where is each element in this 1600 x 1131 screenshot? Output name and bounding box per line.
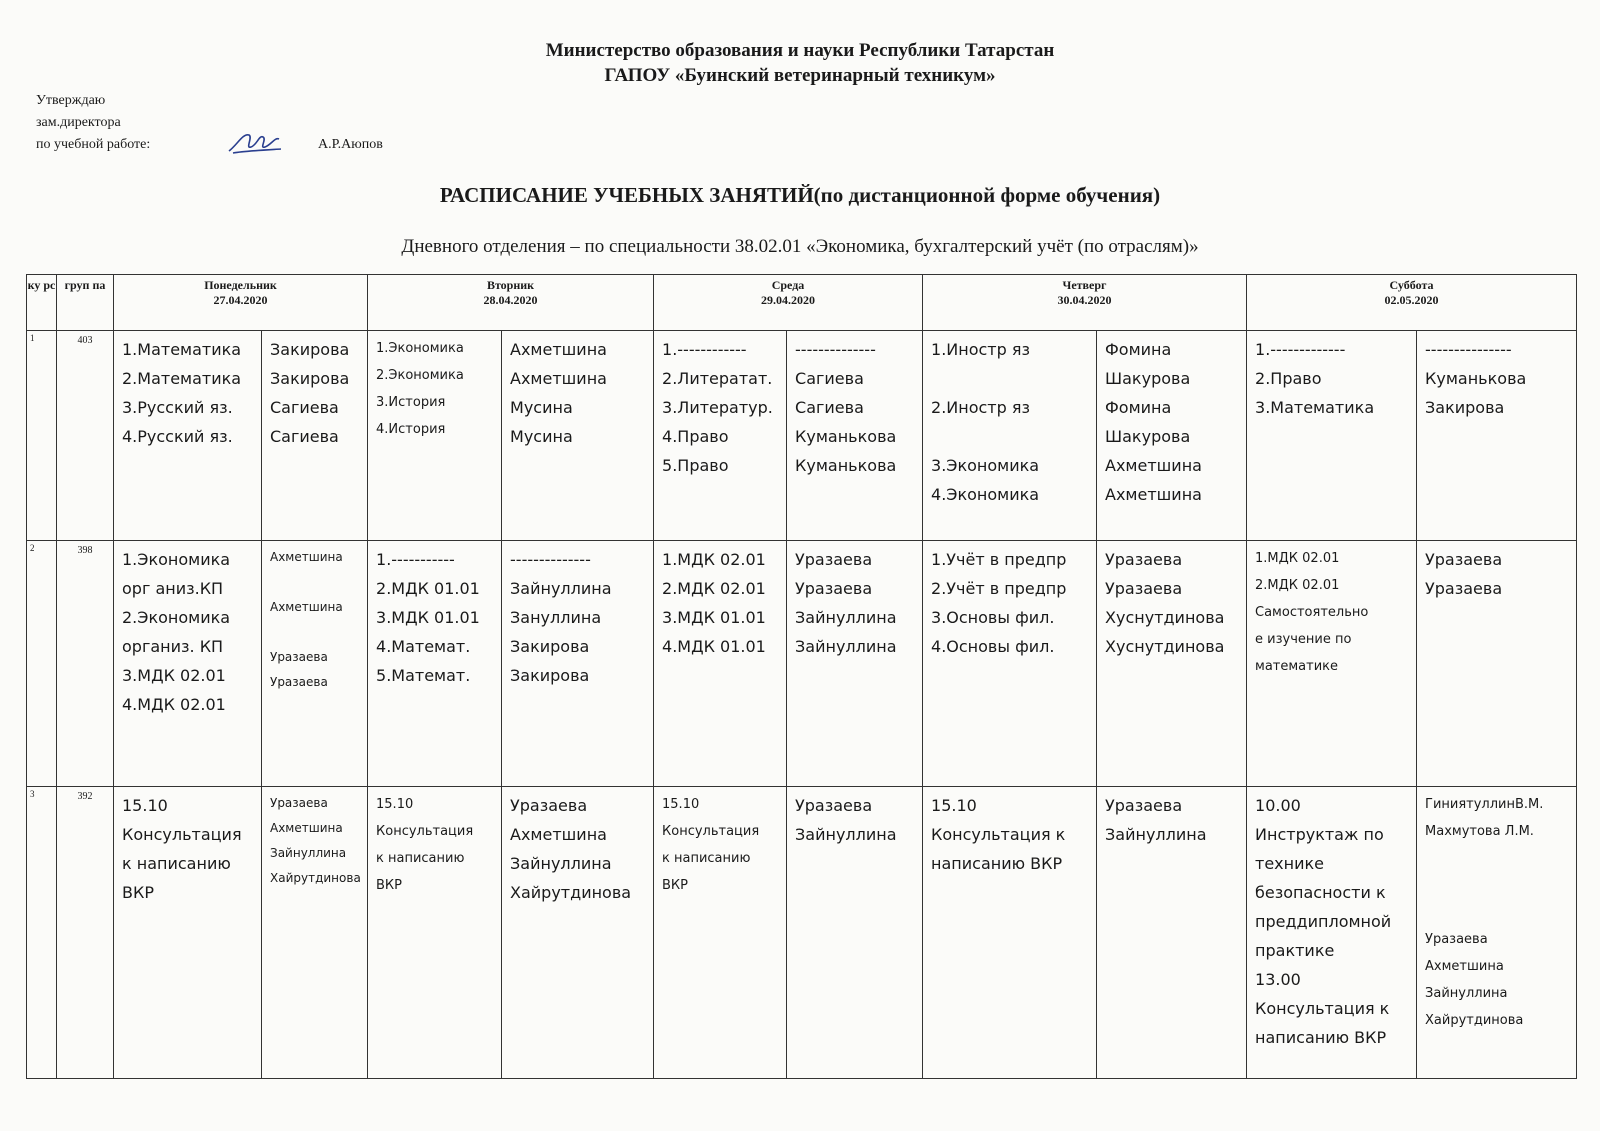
- teacher-line: [1425, 845, 1572, 872]
- teacher-line: Уразаева: [270, 650, 328, 664]
- subject-cell: [654, 541, 787, 787]
- subject-line: [931, 364, 1092, 393]
- approval-line-1: Утверждаю: [36, 93, 106, 108]
- teacher-line: [1425, 872, 1572, 899]
- subject-line: 5.Право: [662, 456, 729, 475]
- subject-cell: [1247, 541, 1417, 787]
- subject-cell: [114, 541, 262, 787]
- subject-line: 1.-------------: [1255, 340, 1346, 359]
- subject-line: ВКР: [122, 883, 154, 902]
- subject-cell: [654, 787, 787, 1079]
- subject-line: 2.МДК 01.01: [376, 579, 480, 598]
- teacher-line: Ахметшина: [270, 550, 343, 564]
- day-name: Четверг: [1062, 278, 1107, 292]
- subject-cell: [1247, 331, 1417, 541]
- day-date: 27.04.2020: [213, 293, 268, 307]
- day-name: Среда: [771, 278, 805, 292]
- subject-line: к написанию: [662, 851, 751, 866]
- teacher-line: Фомина: [1105, 340, 1172, 359]
- subject-line: 2.Литератат.: [662, 369, 773, 388]
- teacher-line: Закирова: [270, 340, 350, 359]
- kurs-header: ку рс: [27, 275, 57, 331]
- subject-line: 15.10: [931, 796, 977, 815]
- subject-line: 2.Математика: [122, 369, 242, 388]
- teacher-line: Куманькова: [795, 456, 897, 475]
- signature-image: [225, 127, 285, 159]
- subject-line: 3.Экономика: [931, 456, 1040, 475]
- teacher-cell: [1097, 787, 1247, 1079]
- teacher-line: Ахметшина: [270, 600, 343, 614]
- teacher-line: Хуснутдинова: [1105, 637, 1225, 656]
- subject-line: 2.МДК 02.01: [1255, 578, 1340, 593]
- teacher-line: Сагиева: [270, 427, 339, 446]
- day-header: [114, 275, 368, 331]
- subject-line: 4.Русский яз.: [122, 427, 233, 446]
- subject-line: 1.-----------: [376, 550, 455, 569]
- teacher-line: Закирова: [510, 637, 590, 656]
- institution-heading: ГАПОУ «Буинский ветеринарный техникум»: [604, 65, 996, 86]
- document-title: РАСПИСАНИЕ УЧЕБНЫХ ЗАНЯТИЙ(по дистанционной форме обучения): [439, 183, 1161, 207]
- subject-line: 15.10: [662, 797, 700, 812]
- subject-line: 1.Математика: [122, 340, 242, 359]
- subject-line: е изучение по: [1255, 632, 1352, 647]
- document-subtitle: Дневного отделения – по специальности 38.02.01 «Экономика, бухгалтерский учёт (по отраслям)»: [401, 236, 1199, 257]
- teacher-line: ---------------: [1425, 340, 1512, 359]
- day-date: 30.04.2020: [1057, 293, 1112, 307]
- subject-line: написанию ВКР: [931, 854, 1063, 873]
- subject-line: к написанию: [122, 854, 231, 873]
- header-row: [27, 275, 1577, 331]
- subject-line: 5.Математ.: [376, 666, 471, 685]
- day-name: Понедельник: [204, 278, 277, 292]
- ministry-heading: Министерство образования и науки Республики Татарстан: [545, 40, 1055, 61]
- subject-line: 1.МДК 02.01: [662, 550, 766, 569]
- subject-cell: [1247, 787, 1417, 1079]
- teacher-line: ГиниятуллинВ.М.: [1425, 797, 1544, 812]
- teacher-line: [270, 620, 363, 645]
- subject-line: 3.Математика: [1255, 398, 1375, 417]
- teacher-line: Ахметшина: [1105, 456, 1202, 475]
- teacher-line: Зайнуллина: [795, 637, 897, 656]
- subject-line: написанию ВКР: [1255, 1028, 1387, 1047]
- teacher-line: Зайнуллина: [795, 608, 897, 627]
- teacher-line: Ахметшина: [510, 340, 607, 359]
- table-row: [27, 541, 1577, 787]
- teacher-line: Зайнуллина: [510, 854, 612, 873]
- teacher-cell: [787, 331, 923, 541]
- teacher-line: Зайнуллина: [1105, 825, 1207, 844]
- subject-line: 15.10: [122, 796, 168, 815]
- teacher-line: [270, 570, 363, 595]
- teacher-line: Сагиева: [795, 398, 864, 417]
- subject-line: 3.МДК 02.01: [122, 666, 226, 685]
- teacher-line: Зайнуллина: [795, 825, 897, 844]
- subject-line: безопасности к: [1255, 883, 1386, 902]
- teacher-cell: [1417, 331, 1577, 541]
- teacher-line: Хуснутдинова: [1105, 608, 1225, 627]
- subject-line: к написанию: [376, 851, 465, 866]
- teacher-line: Ахметшина: [510, 825, 607, 844]
- subject-line: 1.МДК 02.01: [1255, 551, 1340, 566]
- teacher-cell: [502, 787, 654, 1079]
- subject-line: 3.МДК 01.01: [376, 608, 480, 627]
- subject-line: Инструктаж по: [1255, 825, 1384, 844]
- subject-line: Самостоятельно: [1255, 605, 1369, 620]
- subject-line: 2.Право: [1255, 369, 1322, 388]
- schedule-table: [26, 274, 1577, 1079]
- subject-line: технике: [1255, 854, 1325, 873]
- subject-line: Консультация к: [931, 825, 1066, 844]
- subject-line: Консультация к: [1255, 999, 1390, 1018]
- teacher-cell: [787, 541, 923, 787]
- teacher-line: Зануллина: [510, 608, 602, 627]
- teacher-line: Уразаева: [270, 675, 328, 689]
- approver-name: А.Р.Аюпов: [318, 137, 383, 152]
- subject-line: 2.Иностр яз: [931, 398, 1030, 417]
- teacher-cell: [262, 541, 368, 787]
- subject-line: Консультация: [662, 824, 760, 839]
- subject-line: 3.МДК 01.01: [662, 608, 766, 627]
- subject-line: 2.Экономика: [376, 368, 464, 383]
- teacher-line: Зайнуллина: [510, 579, 612, 598]
- teacher-cell: [262, 331, 368, 541]
- teacher-line: Хайрутдинова: [270, 871, 361, 885]
- teacher-line: Закирова: [510, 666, 590, 685]
- subject-line: 13.00: [1255, 970, 1301, 989]
- day-name: Вторник: [486, 278, 535, 292]
- kurs-cell: 3: [27, 787, 57, 1079]
- subject-line: 4.Основы фил.: [931, 637, 1055, 656]
- day-header: [1247, 275, 1577, 331]
- teacher-line: --------------: [510, 550, 591, 569]
- subject-line: 4.Экономика: [931, 485, 1040, 504]
- subject-line: организ. КП: [122, 637, 224, 656]
- subject-cell: [923, 787, 1097, 1079]
- teacher-line: Уразаева: [510, 796, 588, 815]
- teacher-cell: [1417, 787, 1577, 1079]
- subject-line: 1.------------: [662, 340, 747, 359]
- subject-line: математике: [1255, 659, 1339, 674]
- teacher-line: Уразаева: [270, 796, 328, 810]
- subject-line: 1.Иностр яз: [931, 340, 1030, 359]
- teacher-line: Шакурова: [1105, 427, 1191, 446]
- subject-line: 2.Учёт в предпр: [931, 579, 1067, 598]
- teacher-line: Мусина: [510, 398, 573, 417]
- teacher-line: Уразаева: [1105, 796, 1183, 815]
- subject-line: 10.00: [1255, 796, 1301, 815]
- teacher-line: Куманькова: [795, 427, 897, 446]
- day-header: [368, 275, 654, 331]
- subject-line: 3.История: [376, 395, 446, 410]
- subject-cell: [114, 331, 262, 541]
- subject-line: 15.10: [376, 797, 414, 812]
- teacher-line: --------------: [795, 340, 876, 359]
- subject-line: 1.Учёт в предпр: [931, 550, 1067, 569]
- subject-cell: [923, 541, 1097, 787]
- subject-line: 4.МДК 02.01: [122, 695, 226, 714]
- group-header: груп па: [57, 275, 114, 331]
- teacher-line: Сагиева: [795, 369, 864, 388]
- teacher-cell: [262, 787, 368, 1079]
- subject-cell: [368, 331, 502, 541]
- subject-line: 4.Математ.: [376, 637, 471, 656]
- teacher-cell: [502, 541, 654, 787]
- subject-line: ВКР: [662, 878, 689, 893]
- teacher-line: Шакурова: [1105, 369, 1191, 388]
- teacher-line: Хайрутдинова: [1425, 1013, 1524, 1028]
- day-name: Суббота: [1389, 278, 1434, 292]
- teacher-line: Уразаева: [1105, 579, 1183, 598]
- teacher-line: Мусина: [510, 427, 573, 446]
- table-row: [27, 787, 1577, 1079]
- teacher-line: Ахметшина: [1425, 959, 1504, 974]
- teacher-line: Махмутова Л.М.: [1425, 824, 1534, 839]
- subject-line: 4.История: [376, 422, 446, 437]
- subject-cell: [654, 331, 787, 541]
- day-date: 02.05.2020: [1384, 293, 1439, 307]
- subject-line: Консультация: [376, 824, 474, 839]
- subject-line: орг аниз.КП: [122, 579, 224, 598]
- teacher-cell: [1097, 541, 1247, 787]
- teacher-cell: [502, 331, 654, 541]
- teacher-line: Уразаева: [795, 796, 873, 815]
- group-cell: 392: [57, 787, 114, 1079]
- subject-line: 4.МДК 01.01: [662, 637, 766, 656]
- subject-line: 2.Экономика: [122, 608, 231, 627]
- teacher-line: Закирова: [1425, 398, 1505, 417]
- teacher-line: Уразаева: [795, 579, 873, 598]
- teacher-cell: [1097, 331, 1247, 541]
- teacher-line: Ахметшина: [1105, 485, 1202, 504]
- teacher-line: Куманькова: [1425, 369, 1527, 388]
- teacher-line: Хайрутдинова: [510, 883, 632, 902]
- teacher-line: Зайнуллина: [1425, 986, 1508, 1001]
- day-header: [923, 275, 1247, 331]
- teacher-line: Зайнуллина: [270, 846, 347, 860]
- teacher-line: Уразаева: [1425, 579, 1503, 598]
- day-date: 28.04.2020: [483, 293, 538, 307]
- subject-line: [931, 422, 1092, 451]
- teacher-line: Сагиева: [270, 398, 339, 417]
- group-cell: 398: [57, 541, 114, 787]
- teacher-cell: [787, 787, 923, 1079]
- approval-line-2: зам.директора: [36, 115, 121, 130]
- teacher-line: Закирова: [270, 369, 350, 388]
- teacher-line: Уразаева: [1425, 550, 1503, 569]
- subject-line: практике: [1255, 941, 1335, 960]
- subject-cell: [923, 331, 1097, 541]
- approval-line-3: по учебной работе:: [36, 137, 151, 152]
- subject-cell: [368, 541, 502, 787]
- subject-line: 3.Основы фил.: [931, 608, 1055, 627]
- teacher-line: Ахметшина: [510, 369, 607, 388]
- teacher-line: Уразаева: [1425, 932, 1488, 947]
- subject-line: 4.Право: [662, 427, 729, 446]
- day-header: [654, 275, 923, 331]
- subject-line: ВКР: [376, 878, 403, 893]
- subject-line: 1.Экономика: [376, 341, 464, 356]
- approval-block: [36, 90, 150, 156]
- group-cell: 403: [57, 331, 114, 541]
- kurs-cell: 2: [27, 541, 57, 787]
- subject-cell: [114, 787, 262, 1079]
- subject-line: 2.МДК 02.01: [662, 579, 766, 598]
- subject-cell: [368, 787, 502, 1079]
- day-date: 29.04.2020: [761, 293, 816, 307]
- teacher-line: Фомина: [1105, 398, 1172, 417]
- subject-line: 1.Экономика: [122, 550, 231, 569]
- teacher-line: Уразаева: [795, 550, 873, 569]
- subject-line: 3.Русский яз.: [122, 398, 233, 417]
- teacher-cell: [1417, 541, 1577, 787]
- subject-line: Консультация: [122, 825, 242, 844]
- teacher-line: [1425, 899, 1572, 926]
- kurs-cell: 1: [27, 331, 57, 541]
- table-row: [27, 331, 1577, 541]
- subject-line: преддипломной: [1255, 912, 1392, 931]
- subject-line: 3.Литератур.: [662, 398, 773, 417]
- teacher-line: Уразаева: [1105, 550, 1183, 569]
- teacher-line: Ахметшина: [270, 821, 343, 835]
